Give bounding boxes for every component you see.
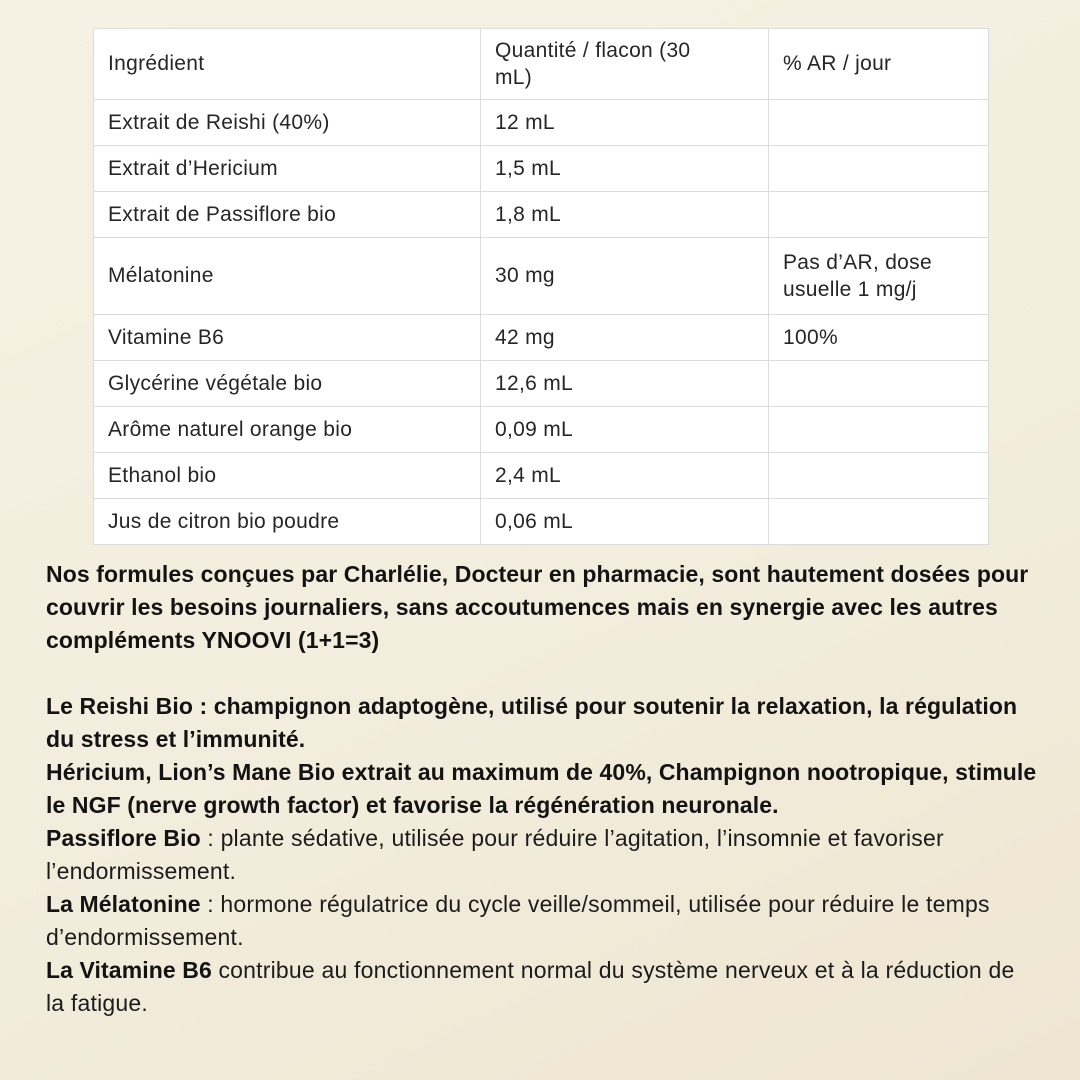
cell-quantity: 0,09 mL (481, 407, 769, 453)
cell-ar (769, 192, 989, 238)
paragraph-spacer (46, 657, 1038, 690)
cell-ar (769, 146, 989, 192)
intro-paragraph: Nos formules conçues par Charlélie, Docteur en pharmacie, sont hautement dosées pour couvrir les besoins journaliers, sans accoutumences mais en synergie avec les autres compléments YNOOVI (1+1=3) (46, 561, 1029, 653)
hericium-text: Héricium, Lion’s Mane Bio extrait au maximum de 40%, Champignon nootropique, stimule le NGF (nerve growth factor) et favorise la régénération neuronale. (46, 759, 1037, 818)
vitamine-b6-paragraph (46, 954, 1038, 1020)
cell-quantity: 1,5 mL (481, 146, 769, 192)
passiflore-lead: Passiflore Bio (46, 825, 201, 851)
melatonine-rest: : hormone régulatrice du cycle veille/sommeil, utilisée pour réduire le temps d’endormissement. (46, 891, 990, 950)
cell-quantity: 30 mg (481, 238, 769, 315)
cell-ar (769, 238, 989, 315)
table-header-row (94, 29, 989, 100)
cell-ingredient: Glycérine végétale bio (94, 361, 481, 407)
cell-quantity: 12 mL (481, 100, 769, 146)
cell-ingredient: Extrait d’Hericium (94, 146, 481, 192)
hericium-paragraph (46, 756, 1038, 822)
cell-ingredient: Arôme naturel orange bio (94, 407, 481, 453)
cell-ingredient: Jus de citron bio poudre (94, 499, 481, 545)
cell-quantity: 12,6 mL (481, 361, 769, 407)
cell-ar (769, 361, 989, 407)
vitamine-b6-rest: contribue au fonctionnement normal du système nerveux et à la réduction de la fatigue. (46, 957, 1015, 1016)
description-text-block (46, 558, 1038, 1020)
reishi-text: Le Reishi Bio : champignon adaptogène, utilisé pour soutenir la relaxation, la régulation du stress et l’immunité. (46, 693, 1018, 752)
melatonine-paragraph (46, 888, 1038, 954)
cell-ingredient: Ethanol bio (94, 453, 481, 499)
passiflore-rest: : plante sédative, utilisée pour réduire l’agitation, l’insomnie et favoriser l’endormissement. (46, 825, 944, 884)
reishi-paragraph (46, 690, 1038, 756)
table-row (94, 361, 989, 407)
table-row (94, 453, 989, 499)
cell-ingredient: Extrait de Passiflore bio (94, 192, 481, 238)
column-header-quantity (481, 29, 769, 100)
column-header-ar: % AR / jour (769, 29, 989, 100)
table-row (94, 238, 989, 315)
ingredients-table (93, 28, 989, 545)
table-row (94, 146, 989, 192)
cell-ar (769, 453, 989, 499)
vitamine-b6-lead: La Vitamine B6 (46, 957, 212, 983)
cell-ingredient: Vitamine B6 (94, 315, 481, 361)
table-row (94, 315, 989, 361)
cell-ar: 100% (769, 315, 989, 361)
cell-ingredient: Extrait de Reishi (40%) (94, 100, 481, 146)
cell-ar (769, 100, 989, 146)
cell-ar (769, 499, 989, 545)
cell-quantity: 2,4 mL (481, 453, 769, 499)
table-row (94, 407, 989, 453)
cell-ingredient: Mélatonine (94, 238, 481, 315)
cell-quantity: 42 mg (481, 315, 769, 361)
cell-quantity: 1,8 mL (481, 192, 769, 238)
table-row (94, 192, 989, 238)
column-header-ingredient: Ingrédient (94, 29, 481, 100)
column-header-quantity-label: Quantité / flacon (30 mL) (495, 39, 691, 89)
table-row (94, 100, 989, 146)
cell-ar (769, 407, 989, 453)
melatonine-lead: La Mélatonine (46, 891, 201, 917)
ar-note: Pas d’AR, dose usuelle 1 mg/j (783, 251, 932, 301)
passiflore-paragraph (46, 822, 1038, 888)
cell-quantity: 0,06 mL (481, 499, 769, 545)
table-row (94, 499, 989, 545)
